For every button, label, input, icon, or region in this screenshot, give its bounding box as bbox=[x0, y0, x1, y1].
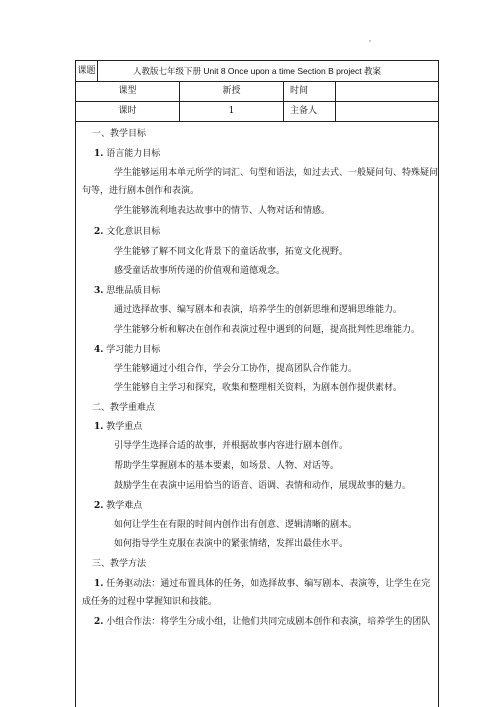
subsection-title: 教学重点 bbox=[106, 422, 143, 432]
paragraph-line: 引导学生选择合适的故事，并根据故事内容进行剧本创作。 bbox=[114, 441, 349, 451]
type-value: 新授 bbox=[180, 82, 284, 101]
lesson-plan-table bbox=[75, 60, 439, 707]
paragraph-line: 任务驱动法：通过布置具体的任务，如选择故事、编写剧本、表演等，让学生在完 bbox=[106, 579, 431, 589]
subsection-number: 2. bbox=[94, 227, 104, 237]
numbered-paragraph bbox=[94, 578, 430, 591]
paragraph-line: 鼓励学生在表演中运用恰当的语音、语调、表情和动作，展现故事的魅力。 bbox=[114, 481, 412, 491]
content-cell bbox=[76, 122, 438, 707]
subsection-heading bbox=[94, 421, 142, 434]
subsection-title: 语言能力目标 bbox=[106, 149, 161, 159]
section-title: 一、教学目标 bbox=[92, 129, 147, 139]
section-title: 三、教学方法 bbox=[92, 559, 147, 569]
subsection-heading bbox=[94, 344, 160, 357]
paragraph-line: 句等，进行剧本创作和表演。 bbox=[82, 186, 200, 196]
hours-label: 课时 bbox=[76, 102, 180, 121]
subsection-number: 3. bbox=[94, 286, 104, 296]
subsection-title: 文化意识目标 bbox=[106, 227, 161, 237]
subsection-title: 思维品质目标 bbox=[106, 286, 161, 296]
topic-label: 课题 bbox=[76, 61, 98, 81]
hours-row bbox=[76, 102, 438, 122]
preparer-label: 主备人 bbox=[284, 102, 336, 121]
hours-value: 1 bbox=[180, 102, 284, 121]
subsection-number: 2. bbox=[94, 501, 104, 511]
topic-row bbox=[76, 61, 438, 82]
subsection-heading bbox=[94, 500, 142, 513]
subsection-title: 学习能力目标 bbox=[106, 345, 161, 355]
time-label: 时间 bbox=[284, 82, 336, 101]
paragraph-line: 如何指导学生克服在表演中的紧张情绪，发挥出最佳水平。 bbox=[114, 539, 349, 549]
paragraph-line: 通过选择故事、编写剧本和表演，培养学生的创新思维和逻辑思维能力。 bbox=[114, 305, 403, 315]
time-value bbox=[336, 82, 438, 101]
topic-value: 人教版七年级下册 Unit 8 Once upon a time Section B project 教案 bbox=[133, 65, 382, 76]
scan-speck bbox=[369, 40, 371, 42]
paragraph-line: 学生能够通过小组合作，学会分工协作，提高团队合作能力。 bbox=[114, 364, 358, 374]
subsection-heading bbox=[94, 285, 160, 298]
subsection-number: 1. bbox=[94, 422, 104, 432]
numbered-paragraph bbox=[94, 616, 430, 629]
item-number: 1. bbox=[94, 579, 104, 589]
section-title: 二、教学重难点 bbox=[92, 403, 156, 413]
paragraph-line: 学生能够了解不同文化背景下的童话故事，拓宽文化视野。 bbox=[114, 247, 349, 257]
type-label: 课型 bbox=[76, 82, 180, 101]
paragraph-line: 学生能够运用本单元所学的词汇、句型和语法，如过去式、一般疑问句、特殊疑问 bbox=[114, 168, 439, 178]
preparer-value bbox=[336, 102, 438, 121]
subsection-title: 教学难点 bbox=[106, 501, 143, 511]
subsection-heading bbox=[94, 148, 160, 161]
subsection-number: 4. bbox=[94, 345, 104, 355]
paragraph-line: 学生能够流利地表达故事中的情节、人物对话和情感。 bbox=[114, 206, 331, 216]
paragraph-line: 成任务的过程中掌握知识和技能。 bbox=[82, 597, 218, 607]
subsection-number: 1. bbox=[94, 149, 104, 159]
paragraph-line: 如何让学生在有限的时间内创作出有创意、逻辑清晰的剧本。 bbox=[114, 520, 358, 530]
type-row bbox=[76, 82, 438, 102]
paragraph-line: 感受童话故事所传递的价值观和道德观念。 bbox=[114, 266, 286, 276]
paragraph-line: 学生能够分析和解决在创作和表演过程中遇到的问题，提高批判性思维能力。 bbox=[114, 325, 421, 335]
subsection-heading bbox=[94, 226, 160, 239]
paragraph-line: 小组合作法：将学生分成小组，让他们共同完成剧本创作和表演，培养学生的团队 bbox=[106, 617, 431, 627]
paragraph-line: 学生能够自主学习和探究，收集和整理相关资料，为剧本创作提供素材。 bbox=[114, 383, 403, 393]
paragraph-line: 帮助学生掌握剧本的基本要素，如场景、人物、对话等。 bbox=[114, 461, 340, 471]
item-number: 2. bbox=[94, 617, 104, 627]
